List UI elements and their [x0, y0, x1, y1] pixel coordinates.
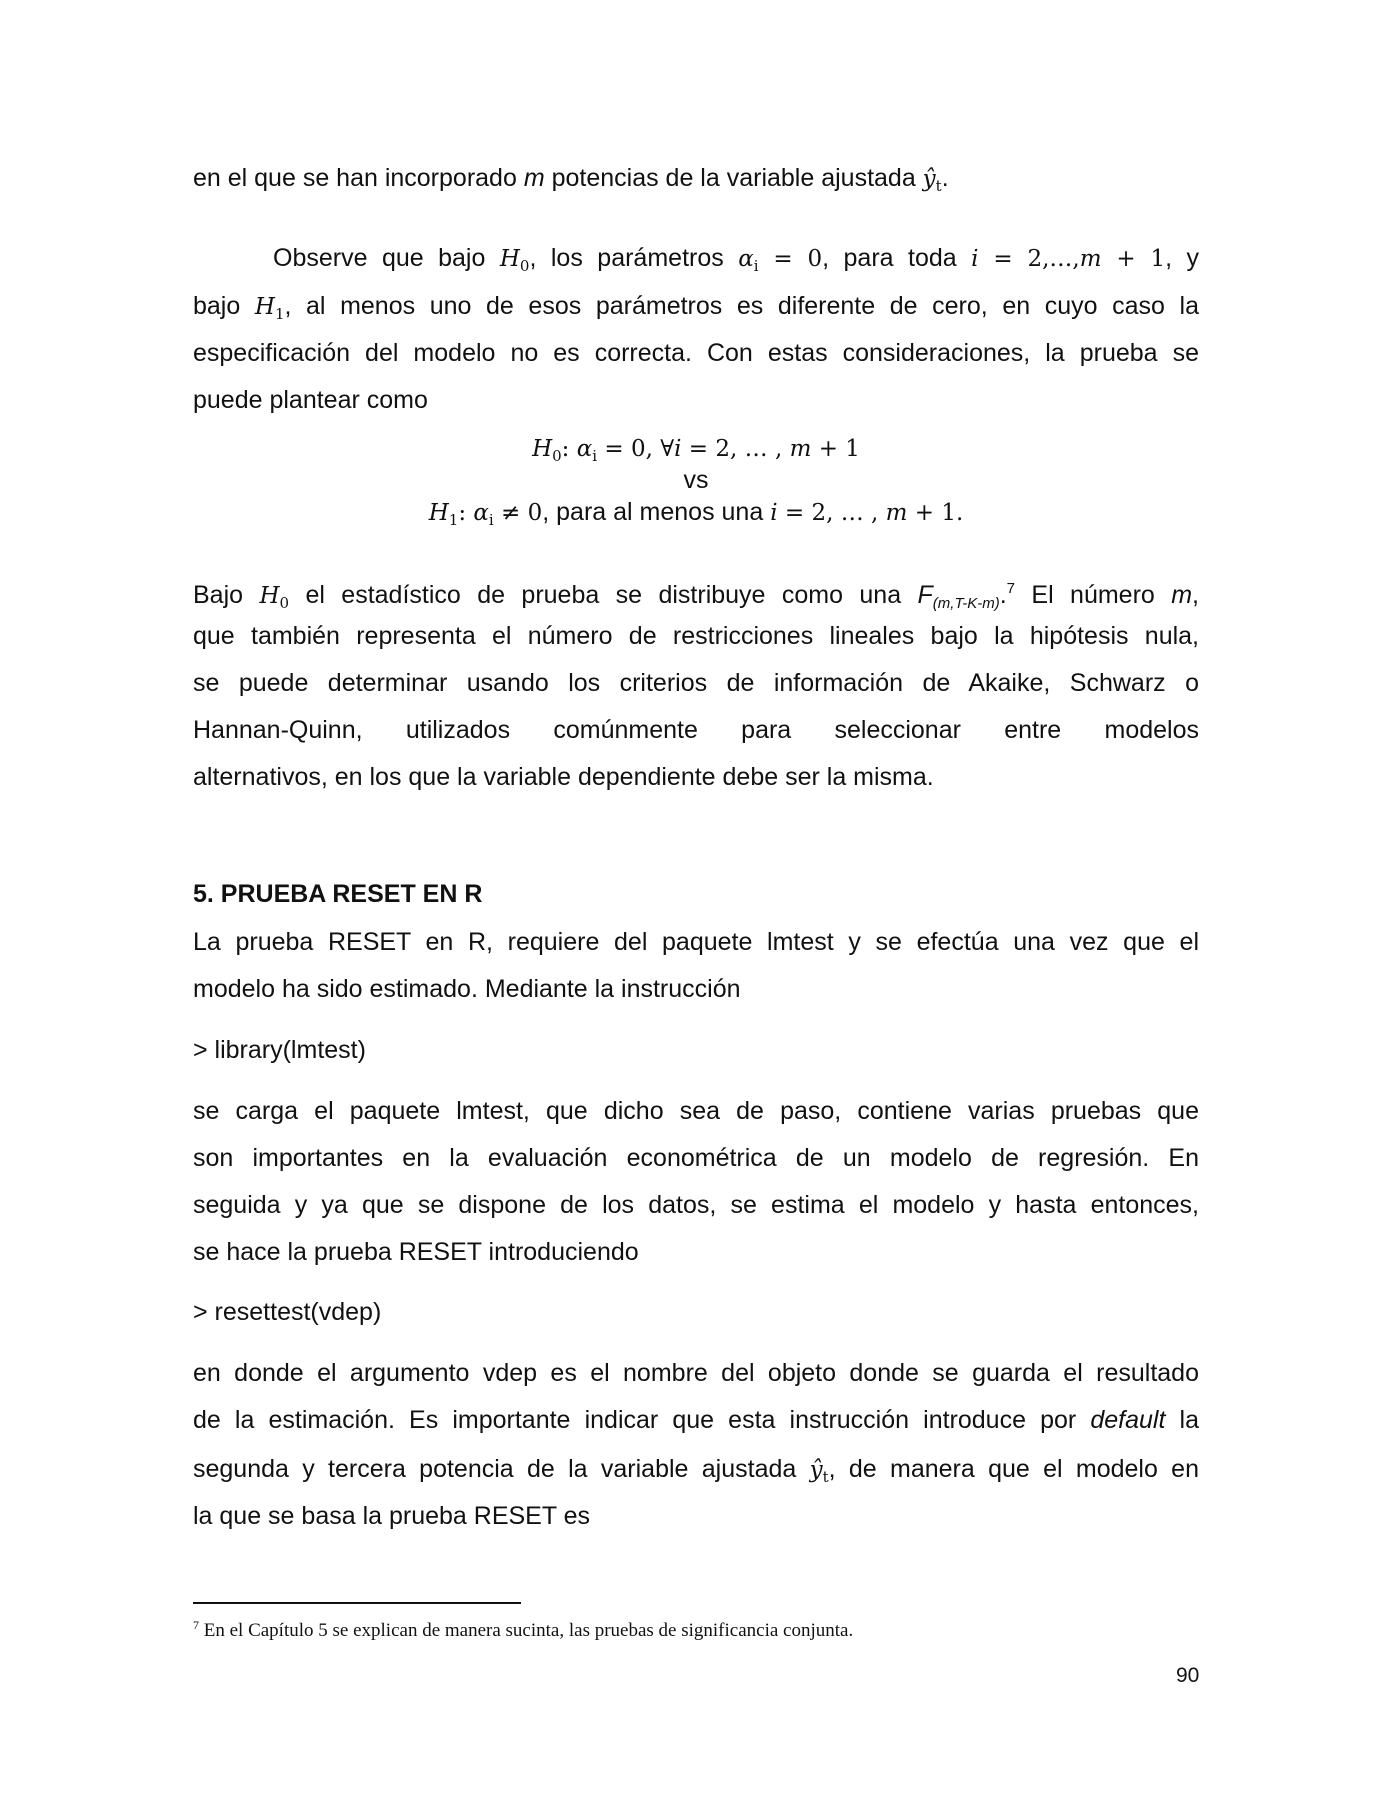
- math-segment: 0: [519, 257, 530, 275]
- text-segment: , los parámetros: [529, 244, 739, 272]
- text-segment: > resettest(vdep): [193, 1298, 382, 1326]
- math-segment: i: [753, 257, 759, 275]
- math-segment: 1: [448, 511, 459, 529]
- math-segment: i: [770, 500, 778, 526]
- math-segment: 5. PRUEBA RESET EN R: [193, 880, 483, 908]
- text-segment: potencias de la variable ajustada: [544, 164, 923, 192]
- text-segment: que también representa el número de restricciones lineales bajo la hipótesis nula,: [193, 622, 1199, 650]
- math-segment: :: [561, 436, 577, 462]
- text-segment: Hannan-Quinn, utilizados comúnmente para seleccionar entre modelos: [193, 716, 1199, 744]
- text-line: [193, 715, 1199, 745]
- text-line: [193, 927, 1199, 957]
- math-segment: i: [971, 246, 979, 272]
- text-line: [193, 762, 1199, 792]
- text-segment: , de manera que el modelo en: [828, 1455, 1199, 1483]
- text-line: [193, 1358, 1199, 1388]
- text-line: [193, 1501, 1199, 1531]
- footnote-reference: 7: [1006, 580, 1016, 597]
- math-segment: m: [885, 500, 908, 526]
- text-segment: son importantes en la evaluación econométrica de un modelo de regresión. En: [193, 1144, 1199, 1172]
- text-line: [193, 1143, 1199, 1173]
- math-segment: t: [822, 1468, 829, 1486]
- text-segment: el estadístico de prueba se distribuye como una: [289, 581, 918, 609]
- math-segment: α: [473, 500, 489, 526]
- text-segment: se hace la prueba RESET introduciendo: [193, 1238, 639, 1266]
- page-number: 90: [1176, 1664, 1200, 1687]
- text-line: [193, 668, 1199, 698]
- text-line: [193, 1297, 1199, 1327]
- math-segment: m: [523, 164, 545, 192]
- math-segment: = 0, ∀: [597, 436, 675, 462]
- text-line: [193, 974, 1199, 1004]
- text-segment: , para al menos una: [542, 498, 771, 526]
- math-segment: = 2,…,: [978, 246, 1080, 272]
- math-segment: H: [499, 246, 520, 272]
- text-line: [193, 1096, 1199, 1126]
- text-segment: la: [1165, 1406, 1199, 1434]
- text-segment: vs: [683, 466, 709, 494]
- text-segment: .: [999, 581, 1007, 609]
- text-segment: puede plantear como: [193, 386, 428, 414]
- text-line: [193, 163, 1199, 193]
- math-segment: :: [458, 500, 474, 526]
- math-segment: 0: [552, 447, 562, 465]
- math-segment: i: [592, 447, 598, 465]
- text-segment: Observe que bajo: [273, 244, 500, 272]
- math-segment: ≠ 0: [493, 500, 543, 526]
- text-segment: segunda y tercera potencia de la variable ajustada: [193, 1455, 810, 1483]
- text-segment: modelo ha sido estimado. Mediante la instrucción: [193, 975, 741, 1003]
- text-segment: seguida y ya que se dispone de los datos, se estima el modelo y hasta entonces,: [193, 1191, 1199, 1219]
- text-line: [193, 1190, 1199, 1220]
- math-segment: = 2, … ,: [777, 500, 886, 526]
- text-segment: ,: [1192, 581, 1199, 609]
- math-segment: t: [935, 177, 942, 195]
- math-segment: m: [1171, 581, 1193, 609]
- text-segment: en donde el argumento vdep es el nombre del objeto donde se guarda el resultado: [193, 1359, 1199, 1387]
- text-segment: , y: [1165, 244, 1199, 272]
- math-segment: H: [254, 294, 275, 320]
- text-segment: Bajo: [193, 581, 260, 609]
- math-segment: α: [576, 436, 593, 462]
- math-segment: H: [428, 500, 449, 526]
- text-segment: La prueba RESET en R, requiere del paquete lmtest y se efectúa una vez que el: [193, 928, 1199, 956]
- section-heading: [193, 879, 1199, 909]
- math-segment: m: [789, 436, 812, 462]
- math-segment: α: [738, 246, 754, 272]
- math-segment: = 2, … ,: [681, 436, 790, 462]
- footnote-number: 7: [193, 1618, 199, 1632]
- math-segment: + 1: [811, 436, 860, 462]
- text-segment: especificación del modelo no es correcta. Con estas consideraciones, la prueba se: [193, 339, 1199, 367]
- text-line: [193, 465, 1199, 495]
- text-line: [193, 433, 1199, 463]
- text-segment: alternativos, en los que la variable dependiente debe ser la misma.: [193, 763, 934, 791]
- text-line: [193, 243, 1199, 273]
- math-segment: m: [1079, 246, 1102, 272]
- math-segment: i: [674, 436, 682, 462]
- text-line: [193, 621, 1199, 651]
- text-segment: , al menos uno de esos parámetros es diferente de cero, en cuyo caso la: [284, 292, 1199, 320]
- footnote-text: En el Capítulo 5 se explican de manera sucinta, las pruebas de significancia conjunta.: [199, 1620, 854, 1641]
- text-line: [193, 1405, 1199, 1435]
- footnote-divider: [193, 1602, 521, 1604]
- text-segment: El número: [1015, 581, 1172, 609]
- math-segment: ŷ: [922, 166, 936, 192]
- text-segment: se puede determinar usando los criterios de información de Akaike, Schwarz o: [193, 669, 1199, 697]
- math-segment: F: [917, 581, 933, 609]
- text-line: [193, 1035, 1199, 1065]
- text-line: [193, 1237, 1199, 1267]
- text-segment: la que se basa la prueba RESET es: [193, 1502, 591, 1530]
- text-line: [193, 1454, 1199, 1484]
- text-line: [193, 291, 1199, 321]
- text-line: [193, 497, 1199, 527]
- text-segment: en el que se han incorporado: [193, 164, 524, 192]
- text-segment: , para toda: [822, 244, 972, 272]
- math-segment: default: [1090, 1406, 1166, 1434]
- math-segment: = 0: [758, 246, 823, 272]
- text-segment: .: [941, 164, 949, 192]
- math-segment: H: [532, 436, 553, 462]
- math-segment: (m,T-K-m): [932, 595, 1000, 612]
- text-segment: bajo: [193, 292, 255, 320]
- text-line: [193, 574, 1199, 612]
- math-segment: H: [259, 583, 280, 609]
- text-segment: de la estimación. Es importante indicar que esta instrucción introduce por: [193, 1406, 1091, 1434]
- text-segment: > library(lmtest): [193, 1036, 366, 1064]
- math-segment: + 1.: [907, 500, 964, 526]
- text-line: [193, 385, 1199, 415]
- math-segment: i: [488, 511, 494, 529]
- math-segment: 0: [279, 594, 290, 612]
- math-segment: ŷ: [809, 1457, 823, 1483]
- math-segment: 1: [274, 305, 285, 323]
- footnote: [193, 1618, 853, 1642]
- math-segment: + 1: [1101, 246, 1166, 272]
- text-line: [193, 338, 1199, 368]
- text-segment: se carga el paquete lmtest, que dicho sea de paso, contiene varias pruebas que: [193, 1097, 1199, 1125]
